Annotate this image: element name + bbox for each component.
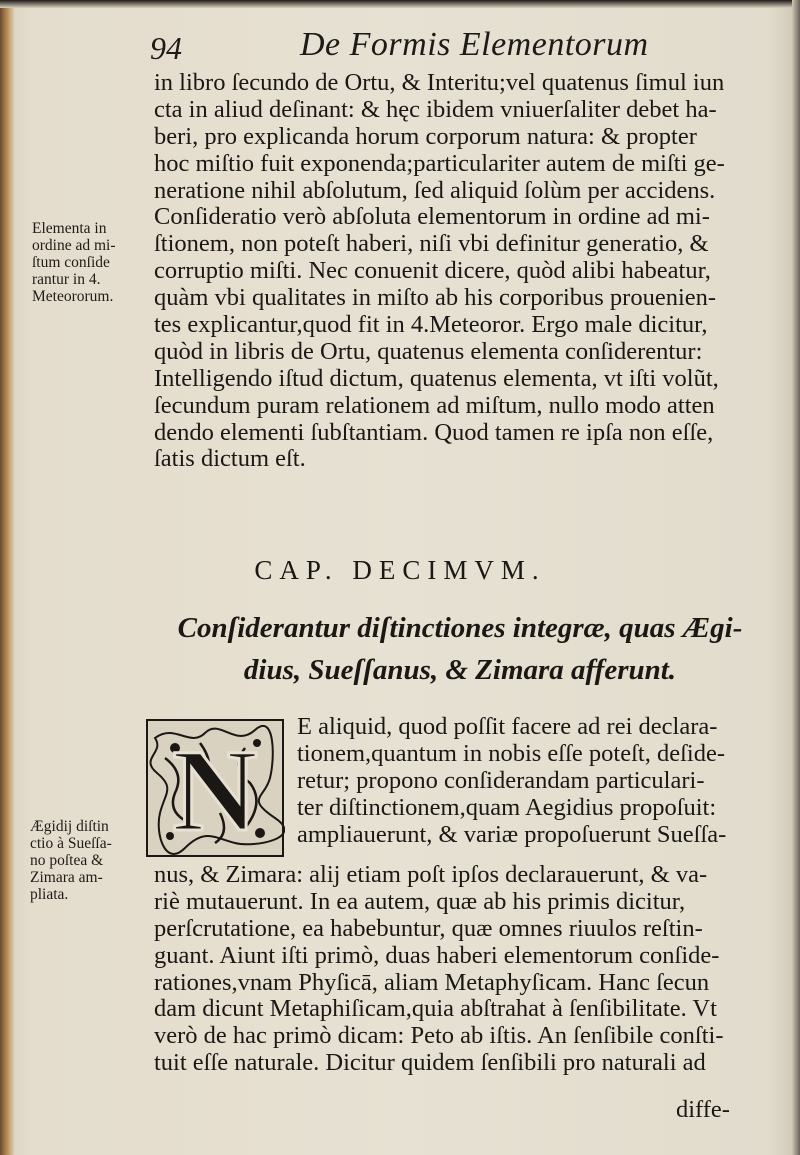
text-line: rationes,vnam Phyſicā, aliam Metaphyſicam. Hanc ſecun xyxy=(154,968,710,996)
text-line: in libro ſecundo de Ortu, & Interitu;vel quatenus ſimul iun xyxy=(154,69,725,96)
margin-note-2 xyxy=(30,818,145,903)
text-line: guant. Aiunt iſti primò, duas haberi elementorum conſide- xyxy=(154,941,720,969)
text-block-1 xyxy=(154,70,766,473)
text-line: verò de hac primò dicam: Peto ab iſtis. An ſenſibile conſti- xyxy=(154,1022,724,1050)
decorated-initial-n xyxy=(145,718,285,858)
text-line: Conſideratio verò abſoluta elementorum in ordine ad mi- xyxy=(154,203,710,231)
text-line: tes explicantur,quod fit in 4.Meteoror. Ergo male dicitur, xyxy=(154,311,708,339)
text-line: ſatis dictum eſt. xyxy=(154,445,306,473)
text-line: tuit eſſe naturale. Dicitur quidem ſenſibili pro naturali ad xyxy=(154,1049,706,1077)
margin-note-line: Elementa in xyxy=(32,220,107,237)
text-block-2 xyxy=(154,862,766,1077)
text-line: cta in aliud deſinant: & hęc ibidem vniuerſaliter debet ha- xyxy=(154,95,717,123)
margin-note-line: Ægidij diſtin xyxy=(30,818,109,835)
margin-note-line: ſtum conſide xyxy=(32,254,110,271)
running-title: De Formis Elementorum xyxy=(300,26,649,63)
page-number: 94 xyxy=(150,30,182,66)
page-top-edge xyxy=(0,0,800,8)
text-line: riè mutauerunt. In ea autem, quæ ab his primis dicitur, xyxy=(154,887,686,915)
text-line: quòd in libris de Ortu, quatenus elementa conſiderentur: xyxy=(154,337,703,365)
text-line: neratione nihil abſolutum, ſed aliquid ſolùm per accidens. xyxy=(154,176,716,204)
text-line: dendo elementi ſubſtantiam. Quod tamen re ipſa non eſſe, xyxy=(154,418,714,446)
text-line: corruptio miſti. Nec conuenit dicere, quòd alibi habeatur, xyxy=(154,257,711,285)
chapter-heading: CAP. DECIMVM. xyxy=(254,555,546,585)
chapter-subtitle-line-1: Conſiderantur diſtinctiones integræ, quas Ægi- xyxy=(177,612,743,644)
margin-note-line: no poſtea & xyxy=(30,852,104,869)
chapter-subtitle-line-2: dius, Sueſſanus, & Zimara afferunt. xyxy=(243,654,677,686)
text-line: retur; propono conſiderandam particulari- xyxy=(297,766,705,794)
margin-note-line: pliata. xyxy=(30,886,69,903)
text-line: ter diſtinctionem,quam Aegidius propoſuit: xyxy=(297,793,717,821)
margin-note-line: rantur in 4. xyxy=(32,271,101,288)
text-line: dam dicunt Metaphiſicam,quia abſtrahat à ſenſibilitate. Vt xyxy=(154,995,717,1023)
margin-note-line: Zimara am- xyxy=(30,869,103,886)
text-line: ſtionem, non poteſt haberi, niſi vbi definitur generatio, & xyxy=(154,230,709,258)
catchword: diffe- xyxy=(676,1096,730,1123)
text-line: E aliquid, quod poſſit facere ad rei declara- xyxy=(297,713,718,740)
margin-note-1 xyxy=(32,220,142,305)
text-line: perſcrutatione, ea habebuntur, quæ omnes riuulos reſtin- xyxy=(154,914,703,942)
text-line: nus, & Zimara: alij etiam poſt ipſos declarauerunt, & va- xyxy=(154,861,708,888)
initial-letter: N xyxy=(172,725,258,856)
page-header xyxy=(150,22,770,70)
text-line: tionem,quantum in nobis eſſe poteſt, deſide- xyxy=(297,739,725,767)
margin-note-line: ctio à Sueſſa- xyxy=(30,835,112,852)
text-line: ampliauerunt, & variæ propoſuerunt Sueſſa- xyxy=(297,820,727,848)
text-block-2-indented xyxy=(297,714,767,848)
text-line: hoc miſtio fuit exponenda;particulariter autem de miſti ge- xyxy=(154,149,725,177)
margin-note-line: Meteororum. xyxy=(32,288,114,305)
text-line: ſecundum puram relationem ad miſtum, nullo modo atten xyxy=(154,391,715,419)
text-line: beri, pro explicanda horum corporum natura: & propter xyxy=(154,122,697,150)
text-line: Intelligendo iſtud dictum, quatenus elementa, vt iſti volũt, xyxy=(154,364,719,392)
text-line: quàm vbi qualitates in miſto ab his corporibus prouenien- xyxy=(154,284,717,312)
margin-note-line: ordine ad mi- xyxy=(32,237,116,254)
